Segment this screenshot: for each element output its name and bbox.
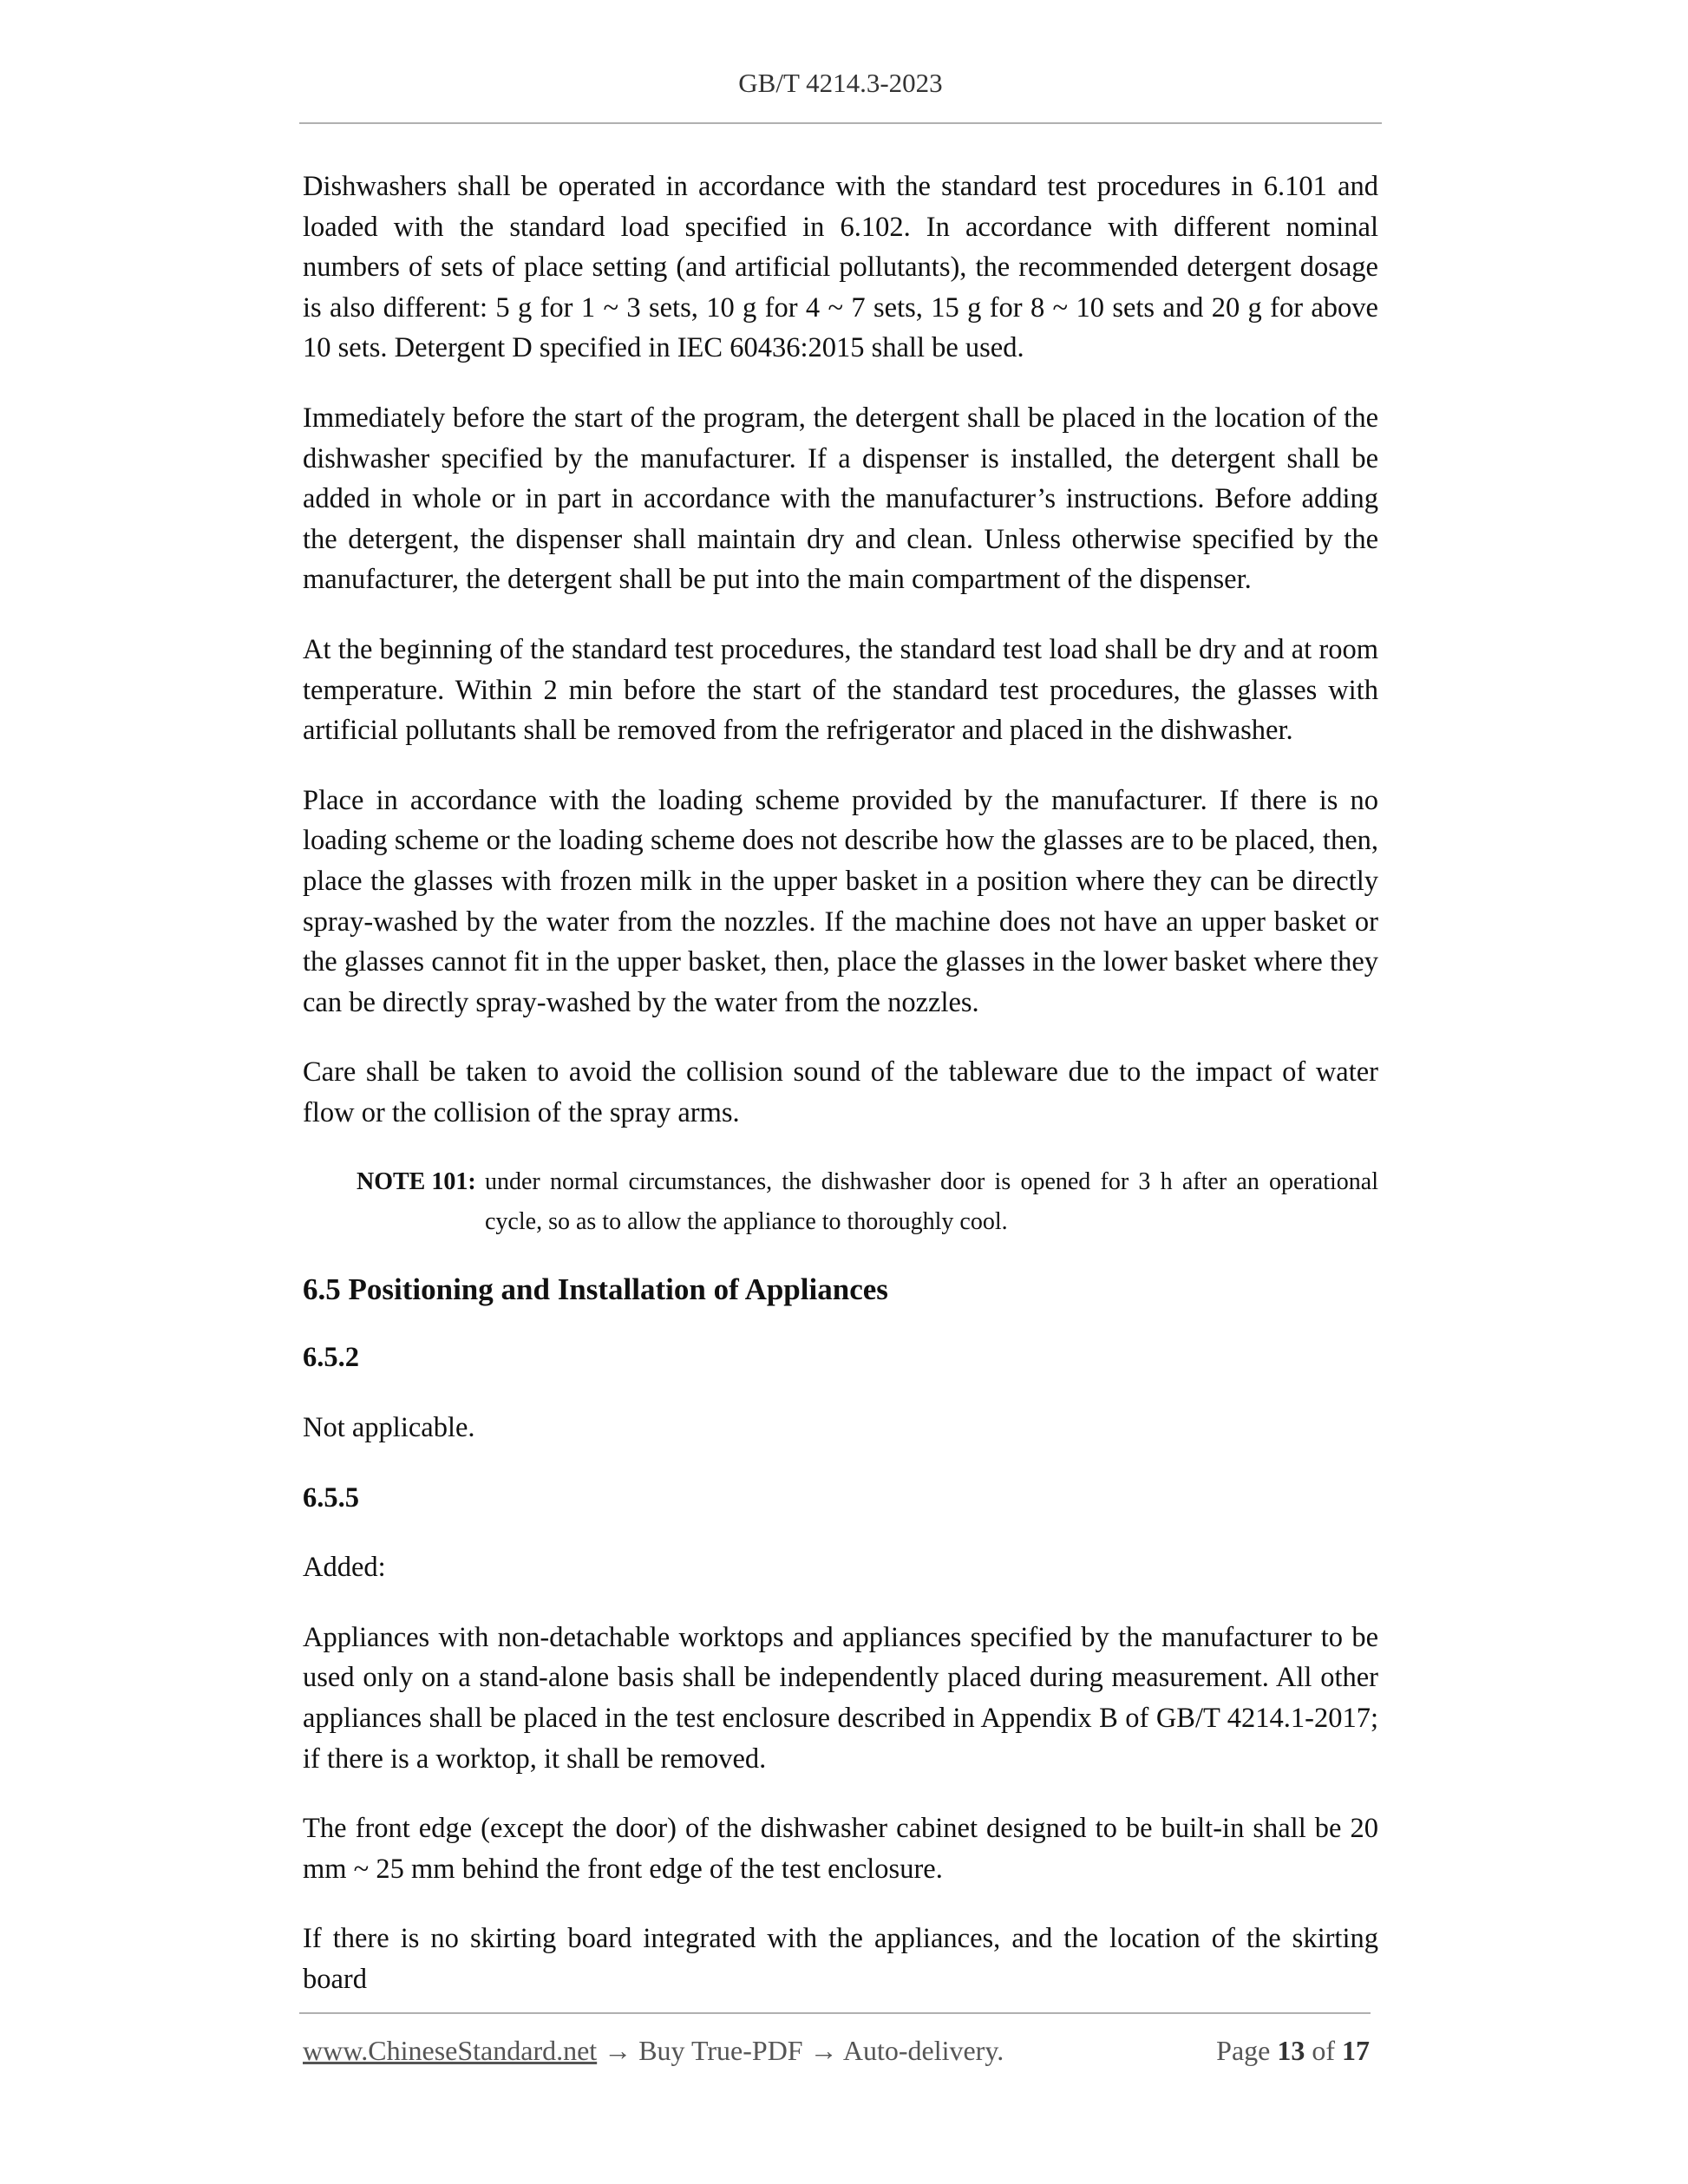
subsection-number-6-5-2: 6.5.2: [303, 1342, 359, 1374]
subsection-number-6-5-5: 6.5.5: [303, 1481, 359, 1514]
document-header: GB/T 4214.3-2023: [738, 68, 943, 98]
buy-true-pdf-text: Buy True-PDF: [638, 2035, 803, 2066]
arrow-right-icon: →: [809, 2035, 838, 2066]
paragraph-not-applicable: Not applicable.: [303, 1412, 475, 1444]
page-current: 13: [1277, 2035, 1305, 2066]
note-101: [357, 1162, 1378, 1242]
paragraph-non-detachable-worktops: Appliances with non-detachable worktops and appliances specified by the manufacturer to be used only on a stand-alone basis shall be independently placed during measurement. All other appliances shall be placed in the test enclosure described in Appendix B of GB/T 4214.1-2017; if there is a worktop, it shall be removed.: [303, 1621, 1378, 1775]
auto-delivery-text: Auto-delivery.: [842, 2035, 1004, 2066]
page-label: Page: [1216, 2035, 1271, 2066]
footer-divider: [299, 2012, 1371, 2014]
page-total: 17: [1342, 2035, 1370, 2066]
paragraph-built-in-front-edge: The front edge (except the door) of the dishwasher cabinet designed to be built-in shall be 20 mm ~ 25 mm behind the front edge of the test enclosure.: [303, 1813, 1378, 1885]
paragraph-detergent-placement: Immediately before the start of the program, the detergent shall be placed in the location of the dishwasher specified by the manufacturer. If a dispenser is installed, the detergent shall be added in whole or in part in accordance with the manufacturer’s instructions. Before adding the detergent, the dispenser shall maintain dry and clean. Unless otherwise specified by the manufacturer, the detergent shall be put into the main compartment of the dispenser.: [303, 402, 1378, 596]
note-text: under normal circumstances, the dishwasher door is opened for 3 h after an operational cycle, so as to allow the appliance to thoroughly cool.: [485, 1168, 1378, 1236]
paragraph-loading-scheme: Place in accordance with the loading scheme provided by the manufacturer. If there is no loading scheme or the loading scheme does not describe how the glasses are to be placed, then, place the glasses with frozen milk in the upper basket in a position where they can be directly spray-washed by the water from the nozzles. If the machine does not have an upper basket or the glasses cannot fit in the upper basket, then, place the glasses in the lower basket where they can be directly spray-washed by the water from the nozzles.: [303, 784, 1378, 1018]
footer-promo: [303, 2035, 1004, 2067]
page-content: [303, 167, 1378, 2030]
paragraph-detergent-dosage: Dishwashers shall be operated in accordance with the standard test procedures in 6.101 and loaded with the standard load specified in 6.102. In accordance with different nominal numbers of sets of place setting (and artificial pollutants), the recommended detergent dosage is also different: 5 g for 1 ~ 3 sets, 10 g for 4 ~ 7 sets, 15 g for 8 ~ 10 sets and 20 g for above 10 sets. Detergent D specified in IEC 60436:2015 shall be used.: [303, 171, 1378, 364]
header-divider: [299, 122, 1382, 124]
paragraph-collision-sound: Care shall be taken to avoid the collision sound of the tableware due to the impact of water flow or the collision of the spray arms.: [303, 1056, 1378, 1128]
paragraph-added: Added:: [303, 1552, 386, 1584]
paragraph-skirting-board: If there is no skirting board integrated with the appliances, and the location of the skirting board: [303, 1923, 1378, 1995]
page-number: [1216, 2035, 1370, 2067]
paragraph-test-load-condition: At the beginning of the standard test procedures, the standard test load shall be dry and at room temperature. Within 2 min before the start of the standard test procedures, the glasses with artificial pollutants shall be removed from the refrigerator and placed in the dishwasher.: [303, 633, 1378, 747]
note-label: NOTE 101:: [357, 1168, 476, 1196]
of-label: of: [1312, 2035, 1335, 2066]
arrow-right-icon: →: [604, 2035, 632, 2066]
chinesestandard-link[interactable]: www.ChineseStandard.net: [303, 2035, 598, 2066]
section-heading-6-5: 6.5 Positioning and Installation of Appliances: [303, 1272, 888, 1307]
